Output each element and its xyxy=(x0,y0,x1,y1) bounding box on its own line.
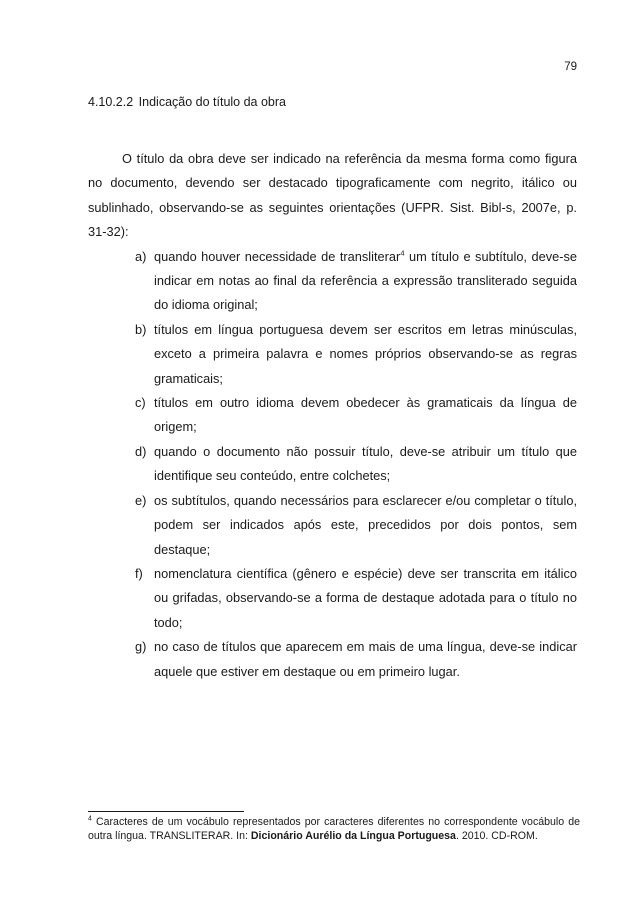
list-item xyxy=(88,391,577,440)
list-marker: c) xyxy=(135,395,146,411)
list-item-text: quando o documento não possuir título, deve-se atribuir um título que identifique seu conteúdo, entre colchetes; xyxy=(154,443,577,484)
footnote-source-title: Dicionário Aurélio da Língua Portuguesa xyxy=(250,830,456,842)
footnote-number: 4 xyxy=(88,815,92,823)
list-item xyxy=(88,440,577,489)
footnote xyxy=(88,815,580,843)
list-item-text: títulos em língua portuguesa devem ser escritos em letras minúsculas, exceto a primeira palavra e nomes próprios observando-se as regras gramaticais; xyxy=(154,321,577,386)
page-number: 79 xyxy=(564,61,577,73)
list-marker: f) xyxy=(135,565,143,581)
list-item xyxy=(88,489,577,562)
section-number: 4.10.2.2 xyxy=(88,95,134,109)
footnote-text-end: . 2010. CD-ROM. xyxy=(455,830,538,842)
list-item xyxy=(88,635,577,684)
list-item xyxy=(88,562,577,635)
list-item-text-continued: um título e subtítulo, deve-se indicar em notas ao final da referência a expressão transliterado seguida do idioma original; xyxy=(154,248,578,313)
list-item-text: quando houver necessidade de transliterar xyxy=(154,248,401,264)
list-item xyxy=(88,245,577,318)
list-marker: a) xyxy=(135,248,147,264)
list-marker: g) xyxy=(135,639,147,655)
list-item-text: títulos em outro idioma devem obedecer às gramaticais da língua de origem; xyxy=(154,395,577,435)
footnote-divider xyxy=(88,811,244,812)
body-text xyxy=(88,147,577,684)
list-marker: d) xyxy=(135,443,147,459)
footnote-text: Caracteres de um vocábulo representados por caracteres diferentes no correspondente vocábulo de outra língua. TRANSLITERAR. In: xyxy=(88,816,581,842)
list-item-text: no caso de títulos que aparecem em mais de uma língua, deve-se indicar aquele que estiver em destaque ou em primeiro lugar. xyxy=(154,639,577,679)
guideline-list xyxy=(88,245,577,684)
section-title: Indicação do título da obra xyxy=(138,95,286,109)
list-item-text: os subtítulos, quando necessários para esclarecer e/ou completar o título, podem ser indicados após este, precedidos por dois pontos, sem destaque; xyxy=(154,492,577,557)
list-marker: e) xyxy=(135,492,147,508)
list-marker: b) xyxy=(135,321,147,337)
section-heading xyxy=(88,95,286,109)
list-item xyxy=(88,318,577,391)
footnote-reference: 4 xyxy=(400,248,405,258)
list-item-text: nomenclatura científica (gênero e espécie) deve ser transcrita em itálico ou grifadas, observando-se a forma de destaque adotada para o título no todo; xyxy=(154,565,577,630)
intro-paragraph: O título da obra deve ser indicado na referência da mesma forma como figura no documento, devendo ser destacado tipograficamente com negrito, itálico ou sublinhado, observando-se as seguintes orientações (UFPR. Sist. Bibl-s, 2007e, p. 31-32): xyxy=(88,151,577,240)
